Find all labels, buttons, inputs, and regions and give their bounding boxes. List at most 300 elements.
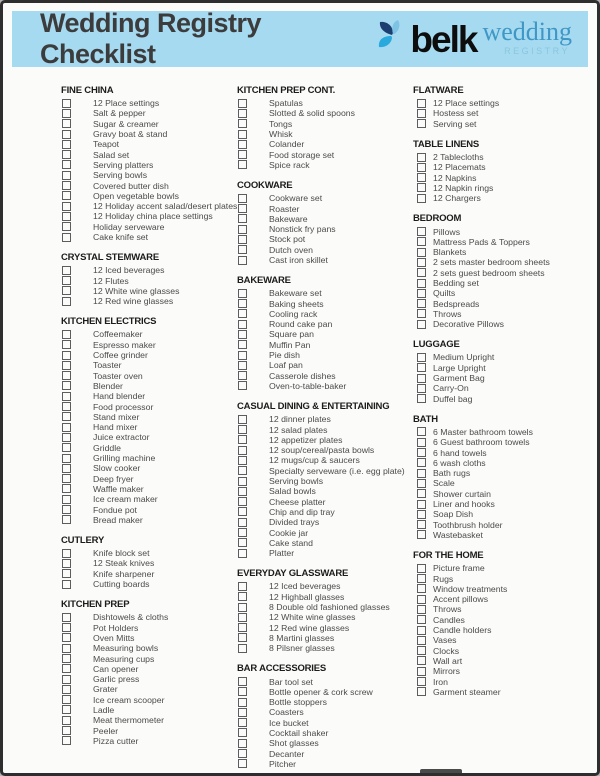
item-label: Meat thermometer [93,715,164,726]
checkbox[interactable] [62,705,71,714]
checkbox[interactable] [62,474,71,483]
checkbox[interactable] [238,119,247,128]
item-label: 12 Red wine glasses [93,296,174,307]
checklist-item [413,298,587,308]
checklist-item [61,515,237,525]
checkbox[interactable] [238,235,247,244]
checkbox[interactable] [62,580,71,589]
checklist-item [413,288,587,298]
checkbox[interactable] [417,458,426,467]
checklist-item [413,394,587,404]
checkbox[interactable] [417,309,426,318]
checklist-item [237,622,413,632]
checkbox[interactable] [62,484,71,493]
checklist-item [413,499,587,509]
checkbox[interactable] [62,119,71,128]
checklist-item [413,645,587,655]
checkbox[interactable] [238,99,247,108]
checkbox[interactable] [238,528,247,537]
item-label: Pizza cutter [93,735,139,746]
checkbox[interactable] [238,289,247,298]
checkbox[interactable] [238,381,247,390]
checkbox[interactable] [238,330,247,339]
section-heading: FOR THE HOME [413,550,484,562]
item-label: Spatulas [269,98,303,109]
section-for-the-home [413,550,587,697]
checklist-item [61,381,237,391]
checkbox[interactable] [417,469,426,478]
checkbox[interactable] [238,425,247,434]
checkbox[interactable] [62,371,71,380]
checklist-item [237,360,413,370]
checklist-item [237,309,413,319]
item-label: Measuring bowls [93,643,159,654]
checklist-item [237,160,413,170]
checkbox[interactable] [62,381,71,390]
checkbox[interactable] [417,677,426,686]
checkbox[interactable] [62,726,71,735]
checkbox[interactable] [417,500,426,509]
checkbox[interactable] [417,163,426,172]
checklist-item [237,288,413,298]
checkbox[interactable] [238,214,247,223]
item-label: 6 Guest bathroom towels [433,437,530,448]
checkbox[interactable] [238,361,247,370]
item-label: Cookware set [269,193,323,204]
item-label: Oven-to-table-baker [269,380,347,391]
checkbox[interactable] [417,353,426,362]
item-label: 12 Flutes [93,275,129,286]
checklist-item [237,435,413,445]
checkbox[interactable] [62,515,71,524]
checkbox[interactable] [62,443,71,452]
item-label: Serving bowls [93,170,148,181]
checkbox[interactable] [62,140,71,149]
item-label: 12 salad plates [269,424,328,435]
item-label: Hand mixer [93,422,138,433]
item-label: Sugar & creamer [93,118,159,129]
checkbox[interactable] [238,320,247,329]
checklist-item [237,748,413,758]
checkbox[interactable] [238,309,247,318]
checklist-item [237,687,413,697]
checkbox[interactable] [417,258,426,267]
checklist-item [61,191,237,201]
item-label: Vases [433,635,457,646]
item-label: Bread maker [93,514,143,525]
item-label: Knife block set [93,548,150,559]
checklist-item [413,666,587,676]
checklist-item [413,162,587,172]
checkbox[interactable] [417,510,426,519]
checkbox[interactable] [417,248,426,257]
item-label: 12 Iced beverages [269,581,341,592]
checkbox[interactable] [62,644,71,653]
item-label: Juice extractor [93,432,150,443]
checkbox[interactable] [238,592,247,601]
checkbox[interactable] [62,559,71,568]
checkbox[interactable] [62,716,71,725]
checklist-item [61,286,237,296]
checkbox[interactable] [238,759,247,768]
checkbox[interactable] [417,194,426,203]
checkbox[interactable] [62,171,71,180]
checkbox[interactable] [238,435,247,444]
item-label: 12 Highball glasses [269,591,345,602]
checkbox[interactable] [238,340,247,349]
section-heading: CASUAL DINING & ENTERTAINING [237,401,390,413]
checkbox[interactable] [417,667,426,676]
checkbox[interactable] [238,109,247,118]
checklist-item [237,119,413,129]
item-label: Throws [433,308,462,319]
checklist-item [61,211,237,221]
checkbox[interactable] [238,446,247,455]
checklist-item [237,759,413,769]
checklist-item [237,486,413,496]
checkbox[interactable] [238,708,247,717]
checkbox[interactable] [417,584,426,593]
item-label: Grilling machine [93,453,156,464]
checkbox[interactable] [417,268,426,277]
checklist-item [237,581,413,591]
checklist-item [237,738,413,748]
checkbox[interactable] [62,266,71,275]
checkbox[interactable] [238,204,247,213]
checkbox[interactable] [238,582,247,591]
checkbox[interactable] [238,613,247,622]
checkbox[interactable] [417,99,426,108]
item-label: Shower curtain [433,488,491,499]
checkbox[interactable] [238,698,247,707]
checkbox[interactable] [238,687,247,696]
item-label: 12 Red wine glasses [269,622,350,633]
checkbox[interactable] [238,507,247,516]
item-label: Duffel bag [433,393,473,404]
checkbox[interactable] [238,538,247,547]
section-heading: BEDROOM [413,213,462,225]
checklist-item [237,149,413,159]
checkbox[interactable] [238,245,247,254]
checklist-item [237,298,413,308]
checkbox[interactable] [62,191,71,200]
checkbox[interactable] [238,749,247,758]
item-label: Liner and hooks [433,499,495,510]
item-label: Griddle [93,442,122,453]
checkbox[interactable] [62,495,71,504]
checklist-item [61,504,237,514]
checklist-item [413,584,587,594]
checkbox[interactable] [238,518,247,527]
checklist-item [413,615,587,625]
checkbox[interactable] [238,644,247,653]
checklist-item [61,432,237,442]
checkbox[interactable] [417,656,426,665]
checkbox[interactable] [417,119,426,128]
item-label: Hand blender [93,391,146,402]
checklist-item [61,643,237,653]
item-label: 12 soup/cereal/pasta bowls [269,445,375,456]
checklist-item [61,715,237,725]
checklist-item [237,139,413,149]
checkbox[interactable] [238,477,247,486]
item-label: Hostess set [433,108,479,119]
checklist-item [413,489,587,499]
checkbox[interactable] [238,150,247,159]
checklist-item [237,108,413,118]
section-heading: TABLE LINENS [413,138,480,150]
checkbox[interactable] [417,289,426,298]
checkbox[interactable] [238,487,247,496]
checkbox[interactable] [62,181,71,190]
checkbox[interactable] [62,654,71,663]
checklist-item [61,705,237,715]
checkbox[interactable] [62,202,71,211]
checklist-item [61,201,237,211]
item-label: Cake knife set [93,232,149,242]
section-flatware [413,85,587,129]
checkbox[interactable] [62,454,71,463]
checkbox[interactable] [238,633,247,642]
checkbox[interactable] [417,564,426,573]
checkbox[interactable] [62,330,71,339]
checklist-item [413,530,587,540]
item-label: 8 Pilsner glasses [269,643,335,654]
checklist-item [61,633,237,643]
item-label: Ice cream maker [93,494,158,505]
checkbox[interactable] [417,279,426,288]
checklist-item [61,569,237,579]
checkbox[interactable] [417,374,426,383]
checkbox[interactable] [417,153,426,162]
checkbox[interactable] [62,569,71,578]
checkbox[interactable] [238,130,247,139]
checkbox[interactable] [238,256,247,265]
checkbox[interactable] [62,160,71,169]
checklist-item [237,455,413,465]
checkbox[interactable] [238,299,247,308]
checkbox[interactable] [238,456,247,465]
checkbox[interactable] [417,363,426,372]
checklist-item [61,558,237,568]
item-label: Tongs [269,118,293,129]
section-heading: CRYSTAL STEMWARE [61,252,159,264]
checkbox[interactable] [238,549,247,558]
item-label: 12 Napkin rings [433,182,494,193]
item-label: 12 Holiday accent salad/desert plates [93,201,238,212]
checklist-item [237,214,413,224]
checkbox[interactable] [417,438,426,447]
checklist-item [413,458,587,468]
item-label: Candles [433,614,465,625]
item-label: Serving set [433,118,477,129]
checklist-item [237,476,413,486]
checkbox[interactable] [417,227,426,236]
checklist-item [413,108,587,118]
checkbox[interactable] [238,739,247,748]
section-kitchen-electrics [61,316,237,525]
checkbox[interactable] [62,212,71,221]
checklist-item [237,697,413,707]
checklist-item [61,736,237,746]
checkbox[interactable] [238,623,247,632]
checkbox[interactable] [62,695,71,704]
checkbox[interactable] [417,626,426,635]
item-label: Quilts [433,288,456,299]
checkbox[interactable] [62,402,71,411]
checklist-item [237,98,413,108]
item-label: Roaster [269,203,300,214]
section-luggage [413,339,587,403]
checkbox[interactable] [417,394,426,403]
checkbox[interactable] [238,415,247,424]
checkbox[interactable] [238,351,247,360]
checkbox[interactable] [417,595,426,604]
checkbox[interactable] [62,233,71,242]
section-table-linens [413,139,587,203]
checkbox[interactable] [62,99,71,108]
item-label: Candle holders [433,625,492,636]
checklist-item [61,579,237,589]
checkbox[interactable] [238,466,247,475]
item-label: 12 Place settings [433,98,500,109]
checkbox[interactable] [417,183,426,192]
checklist-item [237,350,413,360]
checkbox[interactable] [62,664,71,673]
checkbox[interactable] [238,194,247,203]
checkbox[interactable] [417,299,426,308]
item-label: Dutch oven [269,244,313,255]
checkbox[interactable] [417,605,426,614]
section-heading: FINE CHINA [61,85,114,96]
checklist-item [413,193,587,203]
checklist-item [237,612,413,622]
checkbox[interactable] [417,479,426,488]
item-label: 6 Master bathroom towels [433,426,533,437]
item-label: 12 Chargers [433,193,481,204]
column-1 [61,85,237,776]
header [12,8,588,69]
checkbox[interactable] [417,636,426,645]
checklist-item [61,350,237,360]
checkbox[interactable] [238,140,247,149]
checkbox[interactable] [417,530,426,539]
item-label: Stock pot [269,234,306,245]
item-label: Bath rugs [433,468,471,479]
checklist-item [237,424,413,434]
checkbox[interactable] [62,675,71,684]
checkbox[interactable] [62,150,71,159]
checkbox[interactable] [62,736,71,745]
checklist-item [61,494,237,504]
checkbox[interactable] [62,623,71,632]
checklist-item [237,193,413,203]
item-label: Platter [269,548,295,559]
checkbox[interactable] [62,109,71,118]
checkbox[interactable] [62,286,71,295]
checklist-item [413,604,587,614]
checkbox[interactable] [62,361,71,370]
checklist-item [413,447,587,457]
checklist-item [413,509,587,519]
checklist-item [237,319,413,329]
item-label: Cheese platter [269,496,326,507]
checkbox[interactable] [62,433,71,442]
checkbox[interactable] [417,427,426,436]
checkbox[interactable] [238,728,247,737]
checkbox[interactable] [238,718,247,727]
section-heading: COOKWARE [237,180,293,192]
checkbox[interactable] [417,687,426,696]
checkbox[interactable] [417,237,426,246]
checkbox[interactable] [62,633,71,642]
checkbox[interactable] [417,448,426,457]
checklist-item [237,676,413,686]
item-label: Mirrors [433,666,461,677]
checkbox[interactable] [417,109,426,118]
checkbox[interactable] [62,613,71,622]
checkbox[interactable] [62,549,71,558]
checkbox[interactable] [62,130,71,139]
checklist-item [61,684,237,694]
checkbox[interactable] [417,520,426,529]
item-label: Peeler [93,725,119,736]
checkbox[interactable] [417,574,426,583]
checklist-item [61,674,237,684]
checkbox[interactable] [62,222,71,231]
checkbox[interactable] [417,384,426,393]
checklist-item [237,592,413,602]
checkbox[interactable] [417,173,426,182]
checkbox[interactable] [62,464,71,473]
checkbox[interactable] [417,489,426,498]
checkbox[interactable] [238,225,247,234]
checkbox[interactable] [62,685,71,694]
checkbox[interactable] [62,276,71,285]
checkbox[interactable] [62,297,71,306]
checklist-item [61,129,237,139]
section-everyday-glassware [237,568,413,653]
item-label: Slotted & solid spoons [269,108,355,119]
item-label: Square pan [269,329,314,340]
checkbox[interactable] [238,160,247,169]
checkbox[interactable] [238,371,247,380]
checkbox[interactable] [62,392,71,401]
logo-belk-text: belk [410,18,477,60]
item-label: Casserole dishes [269,370,336,381]
checkbox[interactable] [238,497,247,506]
checkbox[interactable] [62,351,71,360]
checkbox[interactable] [62,423,71,432]
checkbox[interactable] [417,646,426,655]
checkbox[interactable] [417,615,426,624]
item-label: Loaf pan [269,360,303,371]
checkbox[interactable] [238,603,247,612]
checkbox[interactable] [62,505,71,514]
item-label: Specialty serveware (i.e. egg plate) [269,465,405,476]
item-label: Fondue pot [93,504,137,515]
checklist-item [61,548,237,558]
checkbox[interactable] [417,320,426,329]
section-heading: KITCHEN ELECTRICS [61,316,157,328]
checklist-item [413,687,587,697]
checklist-item [413,247,587,257]
checkbox[interactable] [62,412,71,421]
checklist-item [413,152,587,162]
checklist-item [61,180,237,190]
checkbox[interactable] [238,677,247,686]
checkbox[interactable] [62,340,71,349]
